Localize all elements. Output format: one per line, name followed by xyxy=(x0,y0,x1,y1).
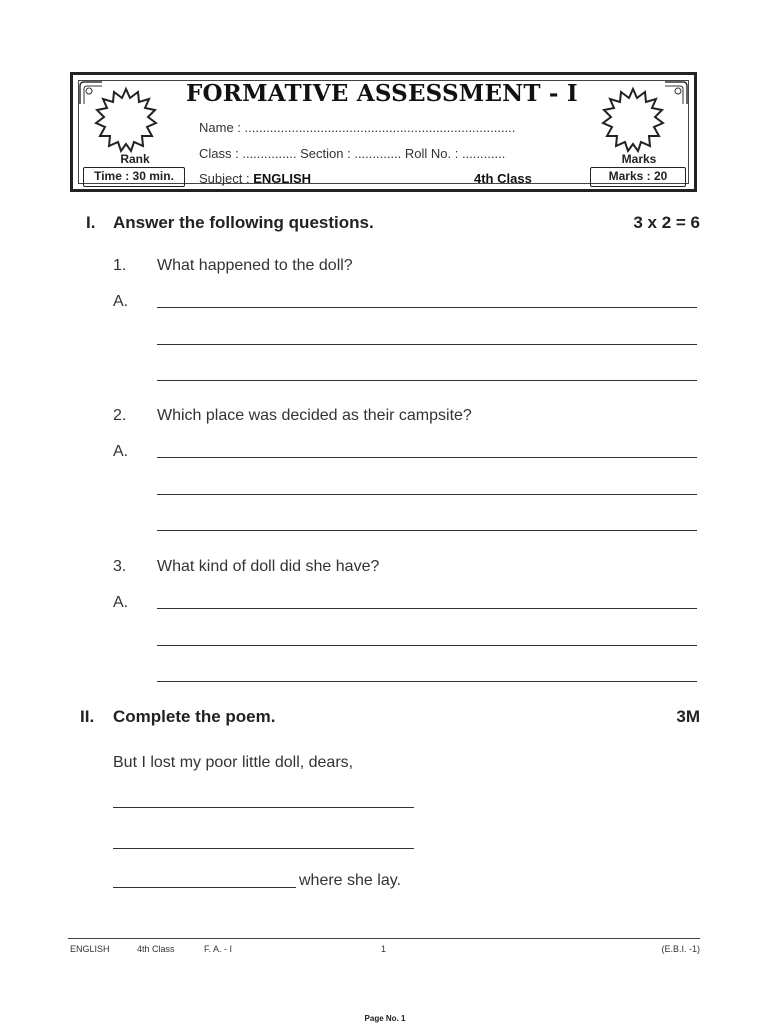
poem-line-end: where she lay. xyxy=(299,872,401,889)
footer-subject: ENGLISH xyxy=(70,944,110,954)
section2-numeral: II. xyxy=(80,707,95,726)
question-number: 3. xyxy=(113,558,127,575)
footer-exam: F. A. - I xyxy=(204,944,233,954)
poem-line-1: But I lost my poor little doll, dears, xyxy=(113,754,354,771)
answer-line[interactable] xyxy=(157,645,697,646)
poem-blank-line[interactable] xyxy=(113,887,296,888)
answer-line[interactable] xyxy=(157,344,697,345)
question-text: What kind of doll did she have? xyxy=(157,558,380,575)
question-text: What happened to the doll? xyxy=(157,257,353,274)
answer-line[interactable] xyxy=(157,457,697,458)
answer-line[interactable] xyxy=(157,681,697,682)
section2-marks: 3M xyxy=(676,707,700,726)
answer-line[interactable] xyxy=(157,494,697,495)
section1-numeral: I. xyxy=(86,213,96,232)
name-line: Name : ........................................................................... xyxy=(199,120,516,135)
subject-label: Subject : xyxy=(199,171,250,186)
marks-starburst-icon xyxy=(599,86,667,154)
rank-label: Rank xyxy=(120,152,150,166)
question-number: 2. xyxy=(113,407,127,424)
answer-prefix: A. xyxy=(113,443,129,460)
poem-blank-line[interactable] xyxy=(113,807,414,808)
footer-rule xyxy=(68,938,700,939)
page-number: Page No. 1 xyxy=(364,1014,406,1023)
rank-starburst-icon xyxy=(92,86,160,154)
footer-code: (E.B.I. -1) xyxy=(661,944,700,954)
answer-prefix: A. xyxy=(113,293,129,310)
marks-label: Marks xyxy=(621,152,657,166)
answer-line[interactable] xyxy=(157,608,697,609)
subject-value: ENGLISH xyxy=(253,171,312,186)
footer-class: 4th Class xyxy=(137,944,175,954)
subject-line xyxy=(199,171,311,186)
section1-heading: Answer the following questions. xyxy=(113,213,374,232)
page-title: FORMATIVE ASSESSMENT - I xyxy=(186,80,578,107)
question-number: 1. xyxy=(113,257,127,274)
section1-marks: 3 x 2 = 6 xyxy=(633,213,700,232)
section2-heading: Complete the poem. xyxy=(113,707,276,726)
answer-line[interactable] xyxy=(157,530,697,531)
answer-prefix: A. xyxy=(113,594,129,611)
total-marks-badge: Marks : 20 xyxy=(590,167,686,187)
class-value: 4th Class xyxy=(474,171,532,186)
footer-page: 1 xyxy=(381,944,387,954)
answer-line[interactable] xyxy=(157,380,697,381)
question-text: Which place was decided as their campsite? xyxy=(157,407,472,424)
class-section-roll-line: Class : ............... Section : ............. Roll No. : ............ xyxy=(199,146,506,161)
answer-line[interactable] xyxy=(157,307,697,308)
time-badge: Time : 30 min. xyxy=(83,167,185,187)
poem-blank-line[interactable] xyxy=(113,848,414,849)
